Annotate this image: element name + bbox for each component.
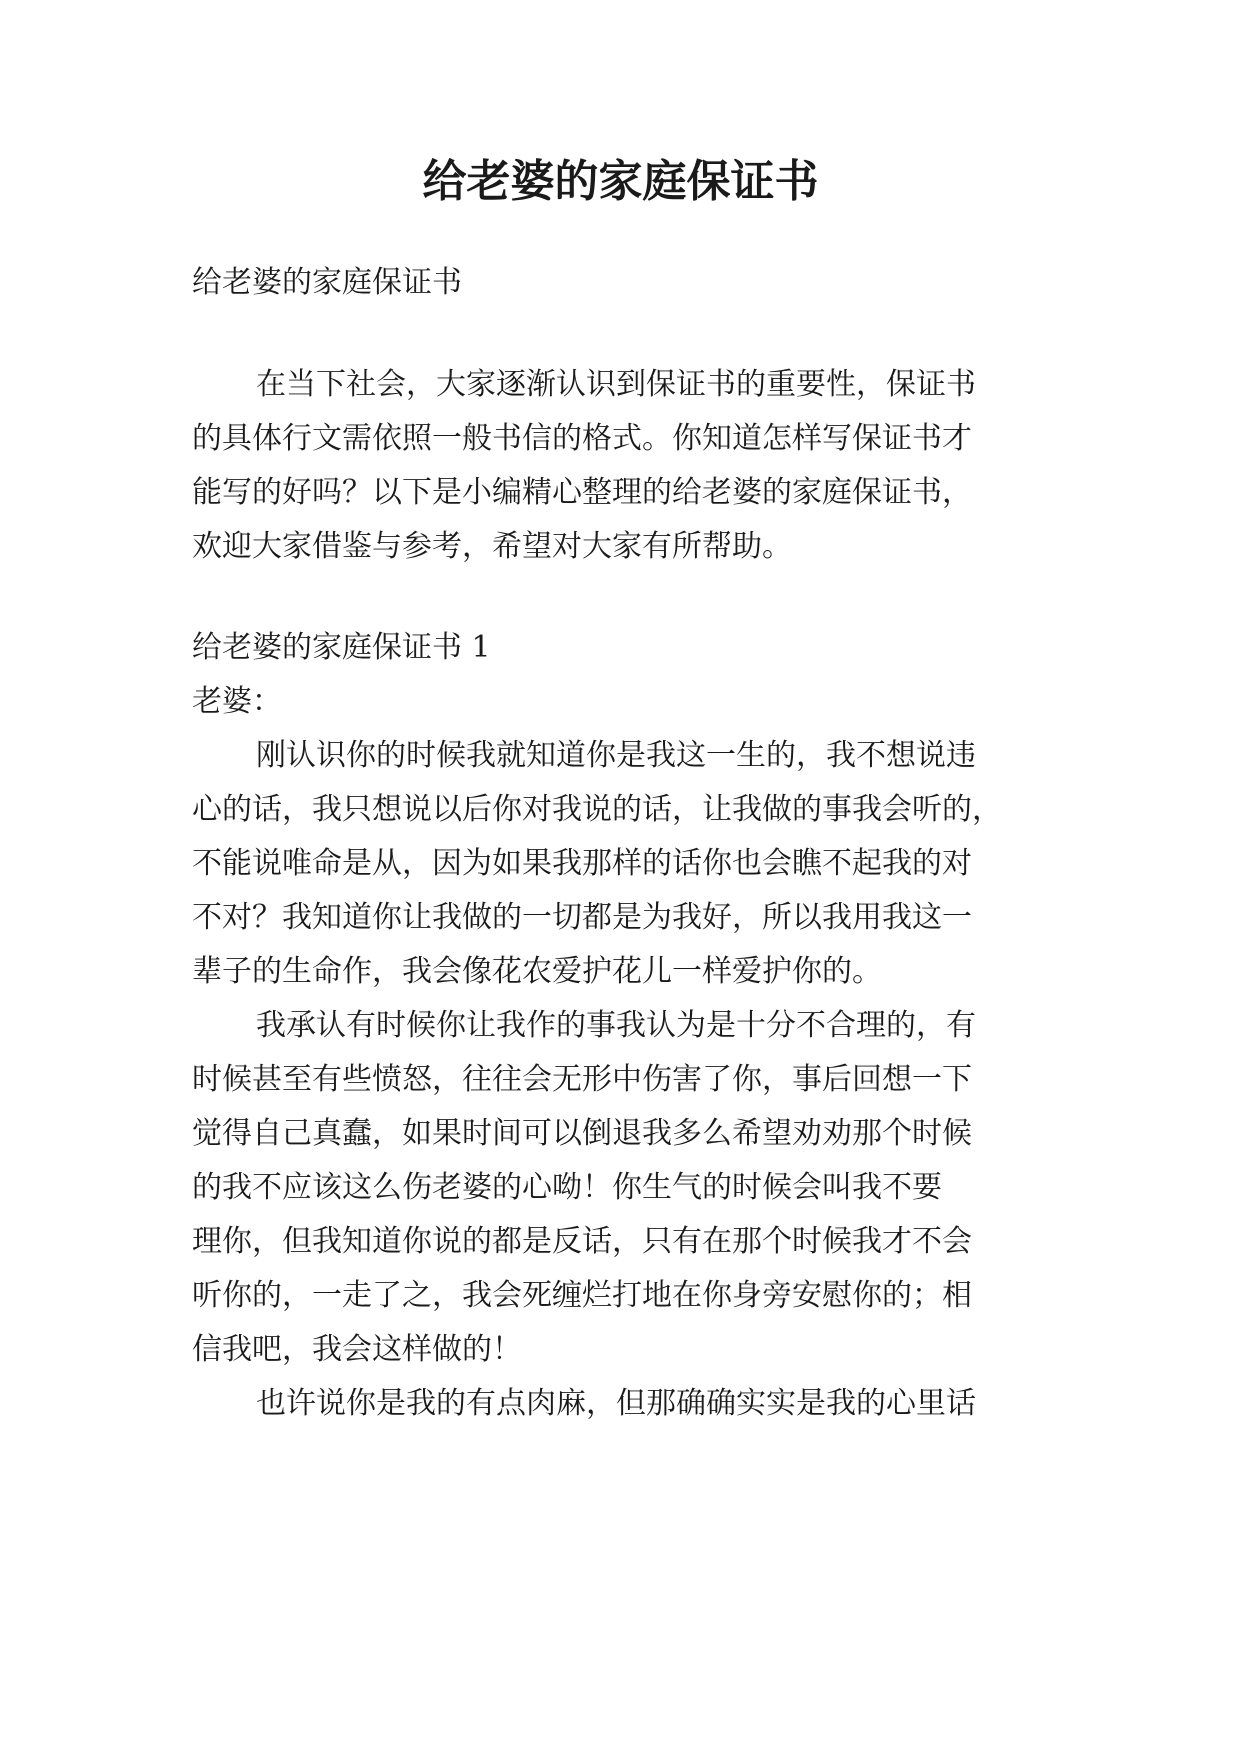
para1-line-4: 不对？我知道你让我做的一切都是为我好，所以我用我这一	[192, 900, 972, 935]
section-heading: 给老婆的家庭保证书 1	[192, 630, 491, 665]
intro-line-1: 在当下社会，大家逐渐认识到保证书的重要性，保证书	[256, 367, 976, 402]
document-title: 给老婆的家庭保证书	[422, 156, 819, 207]
intro-line-3: 能写的好吗？以下是小编精心整理的给老婆的家庭保证书，	[192, 475, 972, 510]
para2-line-5: 理你，但我知道你说的都是反话，只有在那个时候我才不会	[192, 1224, 972, 1259]
document-subtitle: 给老婆的家庭保证书	[192, 265, 462, 300]
para2-line-1: 我承认有时候你让我作的事我认为是十分不合理的，有	[256, 1008, 976, 1043]
para1-line-3: 不能说唯命是从，因为如果我那样的话你也会瞧不起我的对	[192, 846, 972, 881]
para1-line-2: 心的话，我只想说以后你对我说的话，让我做的事我会听的，	[192, 792, 1002, 827]
para2-line-6: 听你的，一走了之，我会死缠烂打地在你身旁安慰你的；相	[192, 1278, 972, 1313]
salutation: 老婆：	[192, 684, 282, 719]
para2-line-3: 觉得自己真蠢，如果时间可以倒退我多么希望劝劝那个时候	[192, 1116, 972, 1151]
intro-line-2: 的具体行文需依照一般书信的格式。你知道怎样写保证书才	[192, 421, 972, 456]
intro-line-4: 欢迎大家借鉴与参考，希望对大家有所帮助。	[192, 529, 792, 564]
para1-line-5: 辈子的生命作，我会像花农爱护花儿一样爱护你的。	[192, 954, 882, 989]
para2-line-4: 的我不应该这么伤老婆的心呦！你生气的时候会叫我不要	[192, 1170, 942, 1205]
para2-line-7: 信我吧，我会这样做的！	[192, 1332, 522, 1367]
para1-line-1: 刚认识你的时候我就知道你是我这一生的，我不想说违	[256, 738, 976, 773]
para3-line-1: 也许说你是我的有点肉麻，但那确确实实是我的心里话	[256, 1386, 976, 1421]
para2-line-2: 时候甚至有些愤怒，往往会无形中伤害了你，事后回想一下	[192, 1062, 972, 1097]
